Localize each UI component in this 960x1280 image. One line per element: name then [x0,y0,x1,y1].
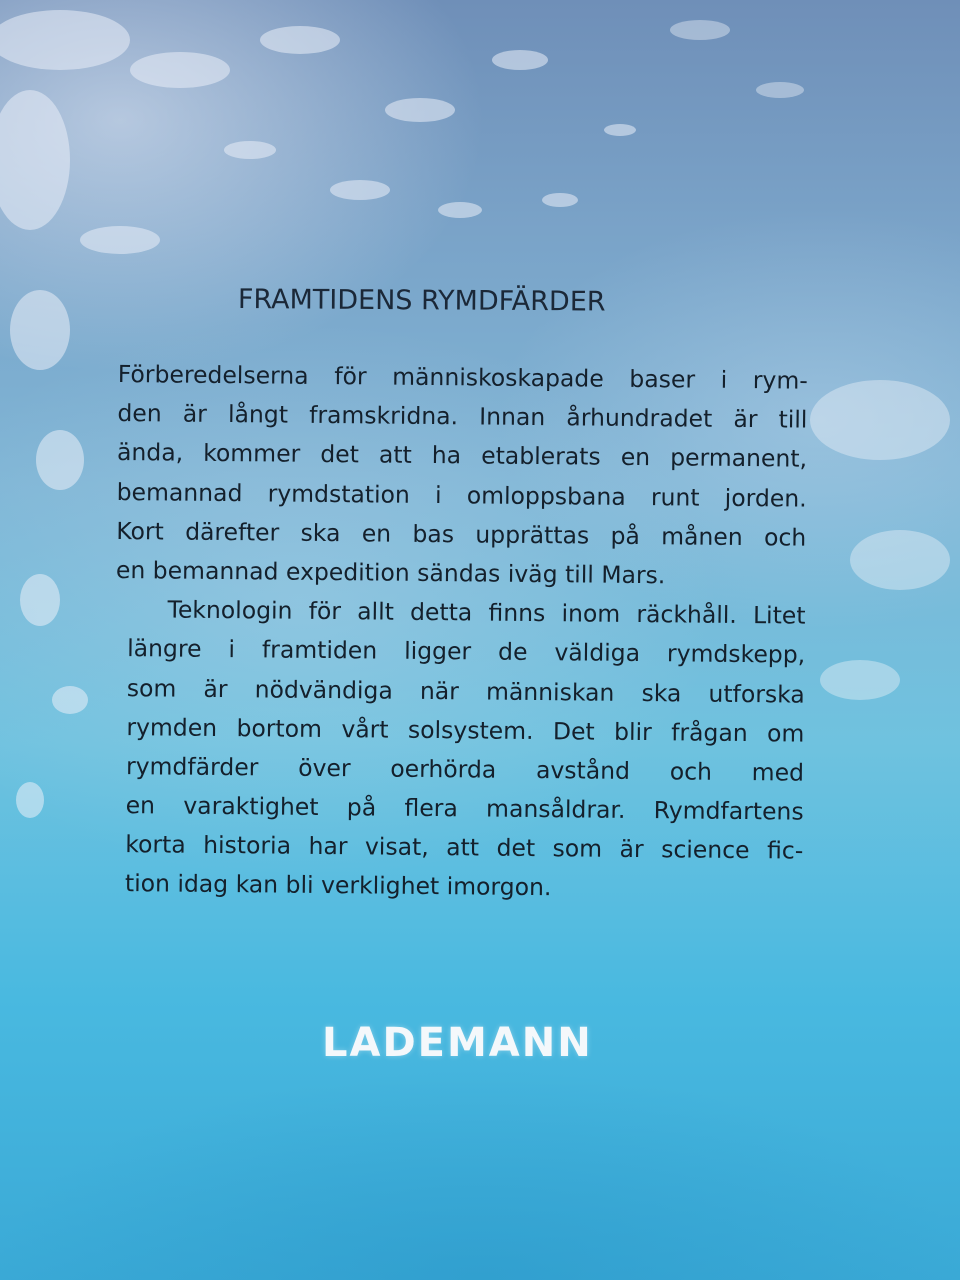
text-line: Teknologin för allt detta finns inom räckhåll. Litet [167,595,806,630]
publisher-logo: LADEMANN [322,1020,593,1066]
text-line: tion idag kan bli verklighet imorgon. [124,869,552,902]
text-line: Förberedelserna för människoskapade baser i rym- [117,359,808,395]
text-line: som är nödvändiga när människan ska utforska [126,673,805,709]
blurb-text [113,355,808,910]
paragraph-2 [125,590,806,910]
text-line: Kort därefter ska en bas upprättas på månen och [116,516,807,552]
text-line: den är långt framskridna. Innan århundradet är till [117,399,808,434]
text-line: bemannad rymdstation i omloppsbana runt jorden. [116,477,807,513]
paragraph-1 [116,355,808,597]
text-line: en varaktighet på flera mansåldrar. Rymdfartens [125,791,804,826]
text-line: rymden bortom vårt solsystem. Det blir frågan om [126,712,805,748]
text-line: rymdfärder över oerhörda avstånd och med [125,751,805,787]
book-heading: FRAMTIDENS RYMDFÄRDER [237,284,606,318]
text-line: korta historia har visat, att det som är science fic- [125,830,804,865]
text-line: längre i framtiden ligger de väldiga rymdskepp, [127,634,806,669]
text-line: en bemannad expedition sändas iväg till Mars. [115,555,666,590]
text-line: ända, kommer det att ha etablerats en permanent, [116,438,808,473]
